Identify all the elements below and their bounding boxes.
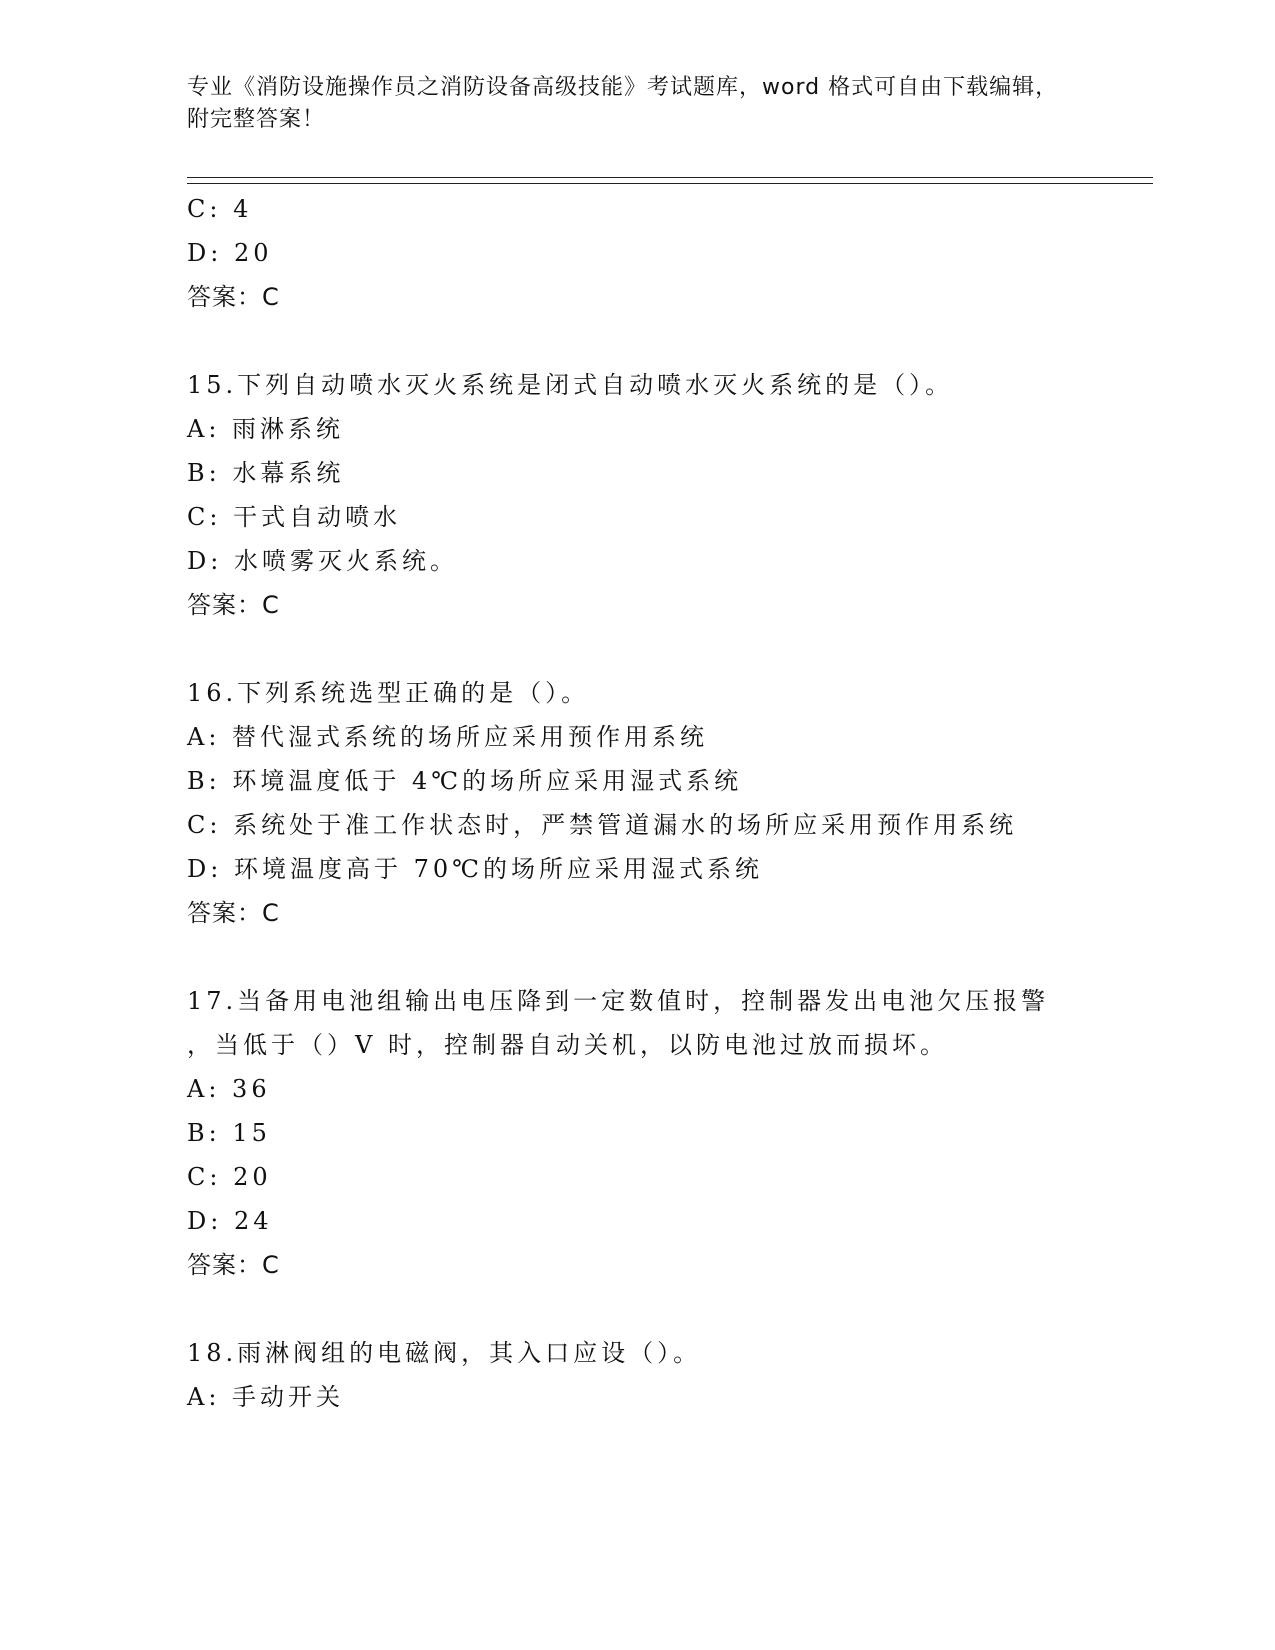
document-header: 专业《消防设施操作员之消防设备高级技能》考试题库，word 格式可自由下载编辑，附完整答案！ xyxy=(187,75,1059,132)
answer-q16: 答案：C xyxy=(187,899,280,927)
option-a-q15: A: 雨淋系统 xyxy=(187,415,345,443)
option-b-q16: B: 环境温度低于 4℃的场所应采用湿式系统 xyxy=(187,767,743,795)
option-b-q17: B: 15 xyxy=(187,1119,271,1147)
option-c-q16: C: 系统处于准工作状态时，严禁管道漏水的场所应采用预作用系统 xyxy=(187,811,1018,839)
option-a-q16: A: 替代湿式系统的场所应采用预作用系统 xyxy=(187,723,709,751)
option-d-q14: D: 20 xyxy=(187,239,273,267)
answer-q15: 答案：C xyxy=(187,591,280,619)
answer-q14: 答案：C xyxy=(187,283,280,311)
question-17-line-2: ，当低于（）V 时，控制器自动关机，以防电池过放而损坏。 xyxy=(187,1031,948,1059)
option-d-q16: D: 环境温度高于 70℃的场所应采用湿式系统 xyxy=(187,855,763,883)
question-15: 15.下列自动喷水灭火系统是闭式自动喷水灭火系统的是（）。 xyxy=(187,371,954,399)
option-c-q14: C: 4 xyxy=(187,195,253,223)
header-divider-top xyxy=(187,177,1153,178)
option-c-q17: C: 20 xyxy=(187,1163,272,1191)
question-18: 18.雨淋阀组的电磁阀，其入口应设（）。 xyxy=(187,1339,702,1367)
answer-q17: 答案：C xyxy=(187,1251,280,1279)
option-b-q15: B: 水幕系统 xyxy=(187,459,345,487)
option-a-q18: A: 手动开关 xyxy=(187,1383,345,1411)
question-17-line-1: 17.当备用电池组输出电压降到一定数值时，控制器发出电池欠压报警 xyxy=(187,987,1050,1015)
option-c-q15: C: 干式自动喷水 xyxy=(187,503,402,531)
header-divider-bottom xyxy=(187,183,1153,184)
option-d-q17: D: 24 xyxy=(187,1207,273,1235)
option-a-q17: A: 36 xyxy=(187,1075,271,1103)
option-d-q15: D: 水喷雾灭火系统。 xyxy=(187,547,458,575)
question-16: 16.下列系统选型正确的是（）。 xyxy=(187,679,590,707)
